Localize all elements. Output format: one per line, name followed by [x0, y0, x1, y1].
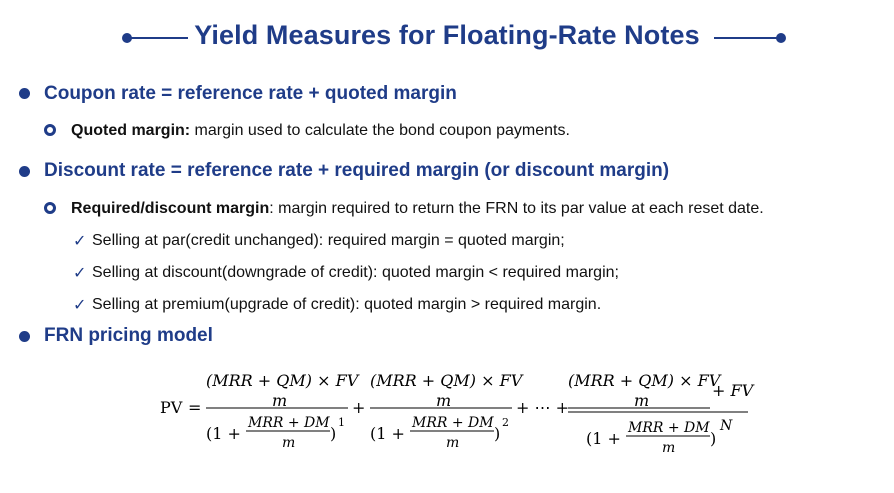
- bullet-pricing: [19, 331, 30, 342]
- title-bar: [0, 16, 894, 60]
- quoted-margin-text: margin used to calculate the bond coupon payments.: [190, 122, 570, 139]
- termN-numerator-m: m: [634, 391, 650, 410]
- term2-exponent: 2: [502, 416, 509, 429]
- termN-exponent: N: [720, 418, 733, 434]
- sub-bullet-required-margin: [44, 202, 56, 214]
- term1-numerator-m: m: [272, 391, 288, 410]
- term1-numerator: (MRR + QM) × FV: [206, 371, 359, 390]
- termN-plus-fv: + FV: [712, 381, 754, 400]
- page-title: Yield Measures for Floating-Rate Notes: [188, 20, 705, 50]
- term2-den-close: ): [494, 424, 501, 443]
- term1-exponent: 1: [338, 416, 345, 429]
- formula-svg: [160, 368, 760, 458]
- termN-den-open: (1 +: [586, 429, 621, 448]
- plus-1: +: [352, 398, 366, 417]
- required-margin-text: : margin required to return the FRN to its par value at each reset date.: [269, 200, 764, 217]
- check-item-par: Selling at par(credit unchanged): required margin = quoted margin;: [92, 232, 565, 249]
- check-item-discount: Selling at discount(downgrade of credit): quoted margin < required margin;: [92, 264, 619, 281]
- coupon-heading: Coupon rate = reference rate + quoted margin: [44, 83, 457, 104]
- termN-den-frac-m: m: [662, 440, 676, 456]
- term2-den-open: (1 +: [370, 424, 405, 443]
- term2-numerator-m: m: [436, 391, 452, 410]
- frn-pricing-formula: [160, 368, 760, 458]
- formula-ellipsis: + ⋯ +: [516, 398, 569, 417]
- termN-numerator: (MRR + QM) × FV: [568, 371, 721, 390]
- term2-den-frac-num: MRR + DM: [412, 415, 494, 431]
- formula-eq: =: [188, 398, 202, 417]
- term1-den-open: (1 +: [206, 424, 241, 443]
- required-margin-label: Required/discount margin: [71, 200, 270, 217]
- discount-heading: Discount rate = reference rate + required margin (or discount margin): [44, 160, 670, 181]
- term2-numerator: (MRR + QM) × FV: [370, 371, 523, 390]
- quoted-margin-line: [71, 122, 570, 140]
- quoted-margin-label: Quoted margin:: [71, 122, 191, 139]
- check-icon: ✓: [73, 263, 87, 282]
- term2-den-frac-m: m: [446, 435, 460, 451]
- termN-den-close: ): [710, 429, 717, 448]
- bullet-discount: [19, 166, 30, 177]
- check-icon: ✓: [73, 295, 87, 314]
- term1-den-close: ): [330, 424, 337, 443]
- required-margin-line: [71, 200, 764, 218]
- check-icon: ✓: [73, 231, 87, 250]
- term1-den-frac-m: m: [282, 435, 296, 451]
- check-item-premium: Selling at premium(upgrade of credit): quoted margin > required margin.: [92, 296, 602, 313]
- pricing-heading: FRN pricing model: [44, 325, 213, 346]
- termN-den-frac-num: MRR + DM: [628, 420, 710, 436]
- formula-pv: PV: [160, 398, 183, 417]
- sub-bullet-quoted-margin: [44, 124, 56, 136]
- bullet-coupon: [19, 88, 30, 99]
- term1-den-frac-num: MRR + DM: [248, 415, 330, 431]
